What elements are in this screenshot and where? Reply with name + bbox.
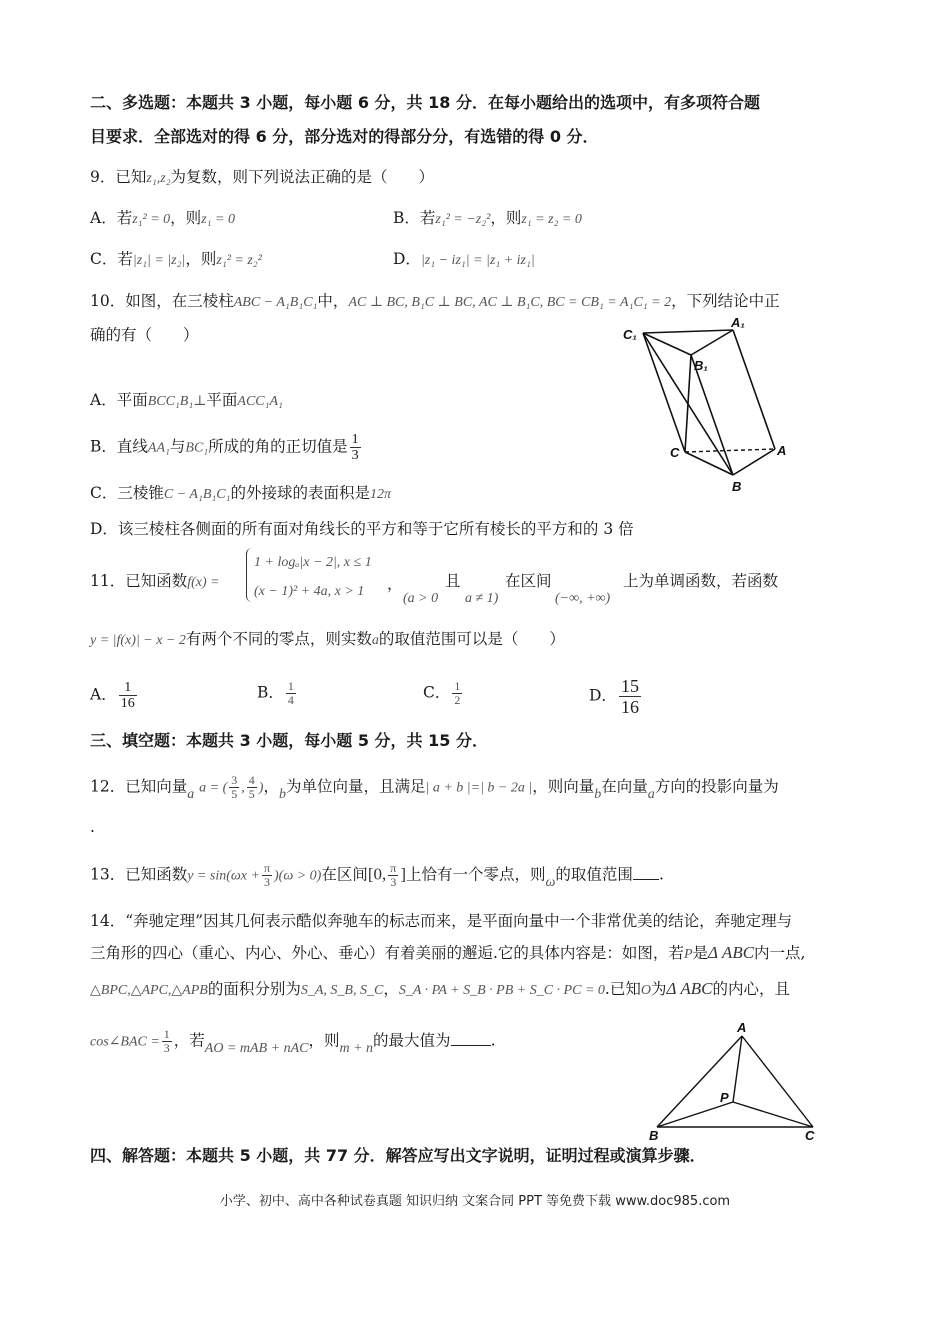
section2-title-line1: 二、多选题：本题共 3 小题，每小题 6 分，共 18 分．在每小题给出的选项中，有多项符合题 [90,93,760,112]
q11-monotone: 上为单调函数，若函数 [623,572,779,590]
q11-cond2: a ≠ 1) [465,591,499,606]
q11-option-a: A． $\frac{1}{16}$ [90,680,135,711]
q11-comma: ， [387,575,403,593]
label-b: B [649,1128,659,1143]
q11-interval: (−∞, +∞) [555,591,611,606]
edge-c-a-hidden [685,449,775,452]
section3-title: 三、填空题：本题共 3 小题，每小题 5 分，共 15 分． [90,731,488,750]
section4-title: 四、解答题：本题共 5 小题，共 77 分．解答应写出文字说明，证明过程或演算步骤． [90,1146,706,1165]
q11-option-d: D． $\frac{15}{16}$ [589,676,639,717]
q11-stem-line2: y = |f(x)| − x − 2有两个不同的零点，则实数a的取值范围可以是（ ） [90,630,565,648]
q11-case2: (x − 1)² + 4a, x > 1 [254,584,365,599]
edge-a1-a [733,330,775,449]
q13-stem: 13．已知函数y = sin(ωx + $\frac{\pi}{3}$ )(ω > 0)在区间[0, $\frac{\pi}{3}$ ]上恰有一个零点，则ω的取值范围 . [90,861,664,890]
seg-a-p [733,1036,742,1102]
q11-in-interval: 在区间 [505,572,552,590]
q14-triangle-figure [645,1018,825,1146]
q10-stem-line2: 确的有（ ） [90,326,199,344]
q9-option-c: C．若|z₁| = |z₂|，则z₁² = z₂² [90,250,262,268]
edge-c1-c [643,333,685,452]
q9-option-a: A．若z₁² = 0，则z₁ = 0 [90,209,235,227]
footer-watermark: 小学、初中、高中各种试卷真题 知识归纳 文案合同 PPT 等免费下载 www.doc985.com [219,1194,731,1209]
q11-option-c: C． $\frac{1}{2}$ [423,679,461,707]
q14-answer-blank[interactable] [451,1045,491,1046]
edge-a-c [742,1036,813,1127]
q10-option-d: D．该三棱柱各侧面的所有面对角线长的平方和等于它所有棱长的平方和的 3 倍 [90,520,634,538]
section2-title-line2: 目要求．全部选对的得 6 分，部分选对的得部分分，有选错的得 0 分． [90,127,599,146]
q11-option-b: B． $\frac{1}{4}$ [257,679,294,707]
q11-stem-prefix: 11．已知函数f(x) = [90,572,220,590]
q9-option-d: D．|z₁ − iz₁| = |z₁ + iz₁| [393,250,535,268]
edge-a1-b1 [691,330,733,355]
label-a: A [777,443,787,458]
q14-line3: △BPC,△APC,△APB的面积分别为S_A, S_B, S_C，S_A · PA + S_B · PB + S_C · PC = 0.已知O为Δ ABC的内心，且 [90,979,791,998]
q10-option-c: C．三棱锥C − A₁B₁C₁的外接球的表面积是12π [90,484,391,502]
q10-option-b: B．直线AA₁与BC₁所成的角的正切值是 $\frac{1}{3}$ [90,432,359,463]
q10-prism-figure [615,315,795,495]
q11-case1: 1 + logₐ|x − 2|, x ≤ 1 [254,555,372,570]
edge-b1-b [691,355,733,475]
q14-line2: 三角形的四心（重心、内心、外心、垂心）有着美丽的邂逅.它的具体内容是：如图，若P是Δ ABC内一点, [90,943,806,962]
q11-piecewise-brace [246,548,253,602]
q10-stem-line1: 10．如图，在三棱柱ABC − A₁B₁C₁中，AC ⊥ BC, B₁C ⊥ BC, AC ⊥ B₁C, BC = CB₁ = A₁C₁ = 2，下列结论中正 [90,292,780,310]
q9-stem: 9．已知z₁,z₂为复数，则下列说法正确的是（ ） [90,168,435,186]
label-c: C [805,1128,815,1143]
edge-c1-a1 [643,330,733,333]
q9-option-b: B．若z₁² = −z₂²，则z₁ = z₂ = 0 [393,209,582,227]
seg-c-p [733,1102,813,1127]
label-b1: B₁ [694,358,708,373]
label-c: C [670,445,680,460]
q10-option-a: A．平面BCC₁B₁⊥平面ACC₁A₁ [90,391,283,409]
q12-stem: 12．已知向量a a = ( $\frac{3}{5}$ , $\frac{4}{5}$ )，b为单位向量，且满足| a + b |=| b − 2a |，则向量b在向量a方向的投影向量为 [90,773,779,802]
label-a1: A₁ [731,315,745,330]
label-c1: C₁ [623,327,637,342]
q11-cond1: (a > 0 [403,591,439,606]
q14-line4: cos∠BAC = $\frac{1}{3}$ ，若AO = mAB + nAC，则m + n的最大值为 . [90,1027,496,1056]
q13-answer-blank[interactable] [633,879,659,880]
label-a: A [737,1020,747,1035]
q11-qie: 且 [445,572,461,590]
q12-end: . [90,818,95,836]
label-b: B [732,479,742,494]
label-p: P [720,1090,729,1105]
edge-b-a [733,449,775,475]
q14-line1: 14．“奔驰定理”因其几何表示酷似奔驰车的标志而来，是平面向量中一个非常优美的结论，奔驰定理与 [90,912,793,930]
